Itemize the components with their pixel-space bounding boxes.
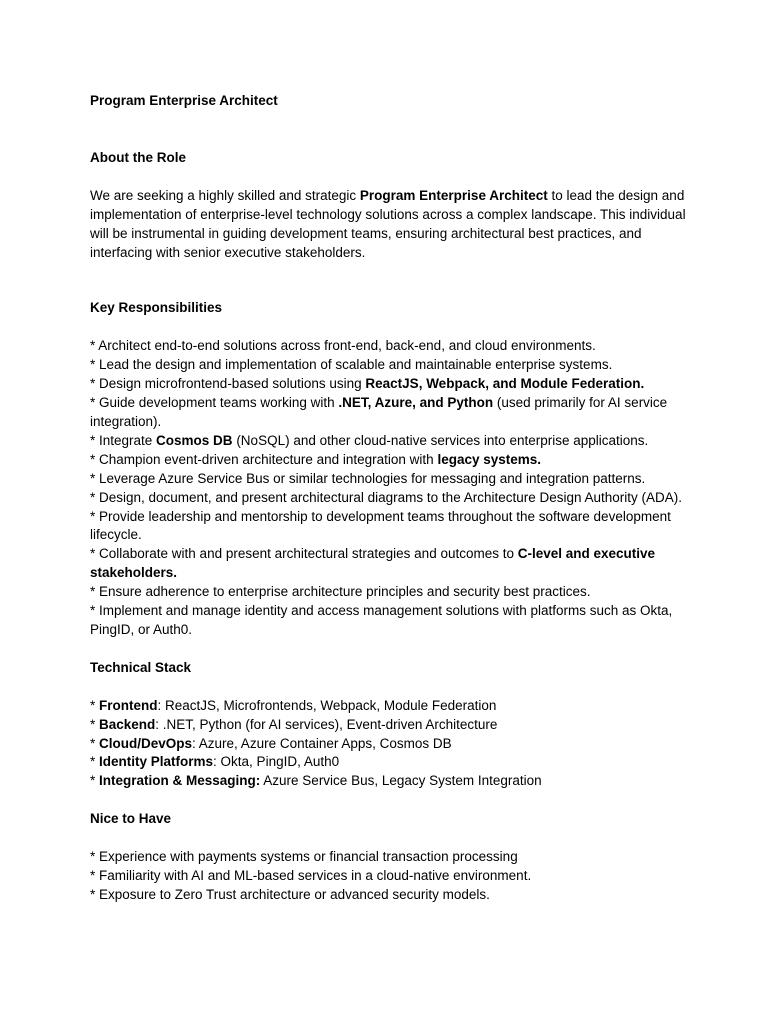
list-item: * Integration & Messaging: Azure Service Bus, Legacy System Integration [90, 773, 542, 789]
responsibilities-heading: Key Responsibilities [90, 300, 223, 316]
list-item: * Cloud/DevOps: Azure, Azure Container Apps, Cosmos DB [90, 735, 452, 751]
list-item: * Identity Platforms: Okta, PingID, Auth0 [90, 754, 340, 770]
role-name: Program Enterprise Architect [359, 187, 548, 203]
list-item: * Frontend: ReactJS, Microfrontends, Webpack, Module Federation [90, 697, 497, 713]
responsibilities-list [90, 337, 688, 640]
list-item: * Experience with payments systems or financial transaction processing [90, 849, 518, 865]
list-item: * Provide leadership and mentorship to development teams throughout the software development lifecycle. [90, 508, 671, 543]
list-item: * Integrate Cosmos DB (NoSQL) and other cloud-native services into enterprise applications. [90, 432, 649, 448]
list-item: * Collaborate with and present architectural strategies and outcomes to C-level and executive stakeholders. [90, 546, 656, 581]
nice-to-have-list [90, 848, 688, 905]
list-item: * Lead the design and implementation of scalable and maintainable enterprise systems. [90, 357, 613, 373]
document-title: Program Enterprise Architect [90, 93, 278, 108]
stack-heading: Technical Stack [90, 659, 192, 675]
list-item: * Leverage Azure Service Bus or similar technologies for messaging and integration patterns. [90, 470, 646, 486]
list-item: * Implement and manage identity and access management solutions with platforms such as Okta, PingID, or Auth0. [90, 603, 673, 637]
list-item: * Architect end-to-end solutions across front-end, back-end, and cloud environments. [90, 338, 596, 354]
about-paragraph: We are seeking a highly skilled and strategic Program Enterprise Architect to lead the design and implementation of enterprise-level technology solutions across a complex landscape. This individual will be instrumental in guiding development teams, ensuring architectural best practices, and interfacing with senior executive stakeholders. [90, 187, 686, 260]
list-item: * Exposure to Zero Trust architecture or advanced security models. [90, 887, 490, 902]
list-item: * Design, document, and present architectural diagrams to the Architecture Design Authority (ADA). [90, 489, 683, 505]
list-item: * Backend: .NET, Python (for AI services), Event-driven Architecture [90, 716, 498, 732]
nice-to-have-heading: Nice to Have [90, 811, 172, 827]
list-item: * Ensure adherence to enterprise architecture principles and security best practices. [90, 584, 591, 600]
list-item: * Design microfrontend-based solutions using ReactJS, Webpack, and Module Federation. [90, 376, 645, 392]
list-item: * Guide development teams working with .NET, Azure, and Python (used primarily for AI service integration). [90, 395, 668, 429]
list-item: * Familiarity with AI and ML-based services in a cloud-native environment. [90, 868, 532, 884]
stack-list [90, 697, 688, 792]
list-item: * Champion event-driven architecture and integration with legacy systems. [90, 451, 542, 467]
about-heading: About the Role [90, 149, 186, 165]
